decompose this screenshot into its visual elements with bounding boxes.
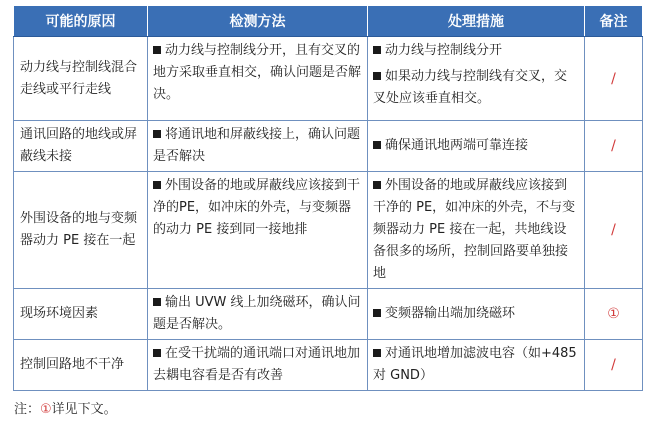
cause-cell: 动力线与控制线混合走线或平行走线 [14, 37, 148, 121]
measures-cell [368, 289, 585, 340]
measure-item [373, 66, 579, 110]
detection-item [153, 40, 362, 106]
troubleshooting-table-wrapper [13, 5, 642, 391]
bullet-square-icon [373, 141, 381, 149]
detection-text: 外围设备的地或屏蔽线应该接到干净的PE，如冲床的外壳，与变频器的动力 PE 接到同一接地排 [153, 178, 361, 237]
detection-cell [148, 172, 368, 289]
measures-cell [368, 340, 585, 391]
table-row [14, 172, 643, 289]
table-row [14, 37, 643, 121]
measure-text: 动力线与控制线分开 [385, 43, 503, 58]
table-row [14, 340, 643, 391]
header-cause: 可能的原因 [14, 6, 148, 37]
note-cell: / [585, 37, 643, 121]
footnote-prefix: 注： [14, 402, 41, 417]
detection-text: 输出 UVW 线上加绕磁环，确认问题是否解决。 [153, 295, 361, 332]
table-header-row [14, 6, 643, 37]
detection-text: 动力线与控制线分开，且有交叉的地方采取垂直相交，确认问题是否解决。 [153, 43, 362, 102]
bullet-square-icon [373, 349, 381, 357]
detection-item [153, 343, 362, 387]
header-measures: 处理措施 [368, 6, 585, 37]
detection-item [153, 124, 362, 168]
table-row [14, 289, 643, 340]
detection-item [153, 292, 362, 336]
cause-cell: 控制回路地不干净 [14, 340, 148, 391]
measure-text: 确保通讯地两端可靠连接 [385, 138, 529, 153]
measure-item [373, 343, 579, 387]
note-cell: ① [585, 289, 643, 340]
detection-text: 将通讯地和屏蔽线接上，确认问题是否解决 [153, 127, 361, 164]
detection-cell [148, 340, 368, 391]
detection-cell [148, 37, 368, 121]
bullet-square-icon [153, 349, 161, 357]
bullet-square-icon [153, 298, 161, 306]
measures-cell [368, 37, 585, 121]
detection-cell [148, 121, 368, 172]
bullet-square-icon [373, 72, 381, 80]
bullet-square-icon [373, 46, 381, 54]
detection-text: 在受干扰端的通讯端口对通讯地加去耦电容看是否有改善 [153, 346, 361, 383]
measure-item [373, 40, 579, 62]
footnote-text: 详见下文。 [51, 402, 117, 417]
measures-cell [368, 121, 585, 172]
cause-cell: 现场环境因素 [14, 289, 148, 340]
measure-text: 外围设备的地或屏蔽线应该接到干净的 PE，如冲床的外壳，不与变频器动力 PE 接在一起，共地线设备很多的场所，控制回路要单独接地 [373, 178, 576, 281]
header-detection: 检测方法 [148, 6, 368, 37]
footnote-mark: ① [40, 402, 52, 417]
measure-text: 如果动力线与控制线有交叉，交叉处应该垂直相交。 [373, 69, 568, 106]
cause-cell: 外围设备的地与变频器动力 PE 接在一起 [14, 172, 148, 289]
measure-text: 对通讯地增加滤波电容（如+485 对 GND） [373, 346, 577, 383]
bullet-square-icon [373, 181, 381, 189]
bullet-square-icon [153, 46, 161, 54]
table-row [14, 121, 643, 172]
bullet-square-icon [153, 181, 161, 189]
note-cell: / [585, 121, 643, 172]
header-note: 备注 [585, 6, 643, 37]
detection-item [153, 175, 362, 241]
measure-item [373, 303, 579, 325]
footnote [14, 398, 117, 417]
note-cell: / [585, 172, 643, 289]
measures-cell [368, 172, 585, 289]
bullet-square-icon [373, 309, 381, 317]
troubleshooting-table [13, 5, 643, 391]
measure-item [373, 135, 579, 157]
bullet-square-icon [153, 130, 161, 138]
cause-cell: 通讯回路的地线或屏蔽线未接 [14, 121, 148, 172]
note-cell: / [585, 340, 643, 391]
detection-cell [148, 289, 368, 340]
measure-item [373, 175, 579, 285]
measure-text: 变频器输出端加绕磁环 [385, 306, 516, 321]
